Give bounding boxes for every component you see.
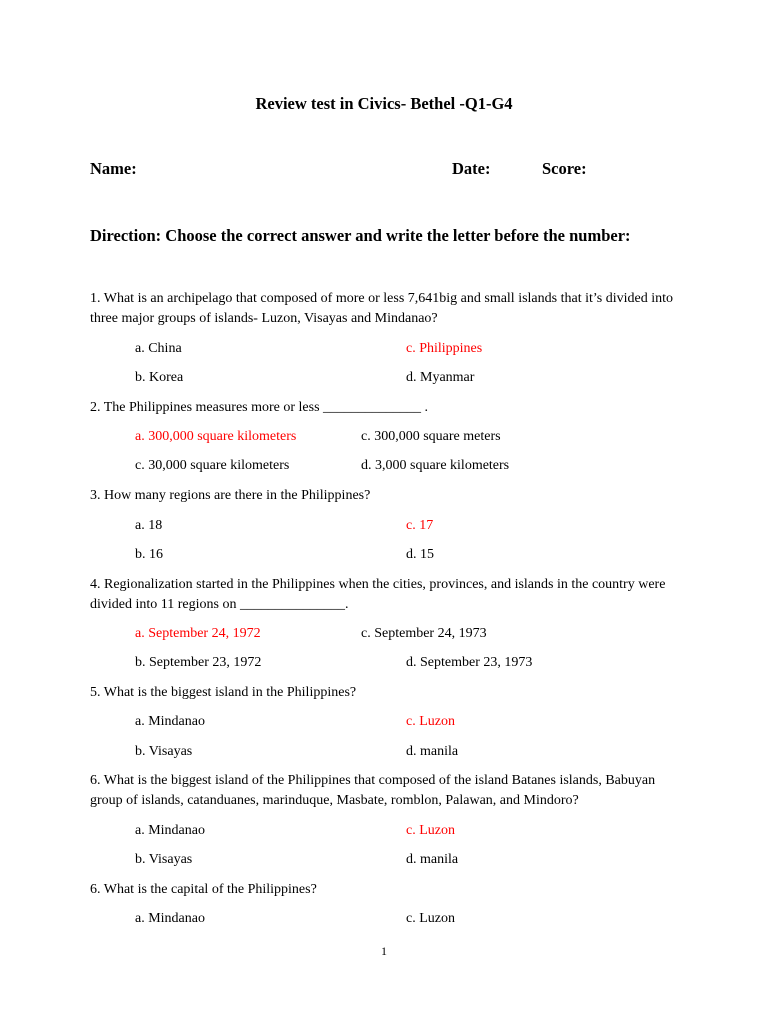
q5-option-d: d. manila [406, 744, 459, 759]
q2-option-a-answer: a. 300,000 square kilometers [135, 429, 297, 444]
q1-option-a: a. China [135, 341, 182, 356]
name-label: Name: [90, 159, 137, 178]
q4-option-a-answer: a. September 24, 1972 [135, 626, 261, 641]
q4-option-c: c. September 24, 1973 [361, 626, 487, 641]
q5-option-a: a. Mindanao [135, 714, 205, 729]
score-label: Score: [542, 159, 587, 178]
q5-option-c-answer: c. Luzon [406, 714, 455, 729]
question-5: 5. What is the biggest island in the Philippines? [90, 685, 357, 700]
q4-option-d: d. September 23, 1973 [406, 655, 533, 670]
document-title: Review test in Civics- Bethel -Q1-G4 [255, 94, 513, 113]
page-number: 1 [381, 944, 387, 958]
q6-option-b: b. Visayas [135, 852, 193, 867]
q6-option-d: d. manila [406, 852, 459, 867]
q1-option-c-answer: c. Philippines [406, 341, 483, 356]
q2-option-c2: c. 30,000 square kilometers [135, 458, 290, 473]
q1-option-d: d. Myanmar [406, 370, 475, 385]
q3-option-c-answer: c. 17 [406, 518, 434, 533]
question-3: 3. How many regions are there in the Philippines? [90, 488, 371, 503]
q2-option-c: c. 300,000 square meters [361, 429, 501, 444]
q3-option-d: d. 15 [406, 547, 434, 562]
q5-option-b: b. Visayas [135, 744, 193, 759]
q7-option-a: a. Mindanao [135, 911, 205, 926]
direction-text: Direction: Choose the correct answer and write the letter before the number: [90, 226, 631, 245]
question-7: 6. What is the capital of the Philippines? [90, 882, 317, 897]
question-2: 2. The Philippines measures more or less ______________ . [90, 400, 429, 415]
question-1: 1. What is an archipelago that composed of more or less 7,641big and small islands that it’s divided into three major groups of islands- Luzon, Visayas and Mindanao? [90, 291, 673, 326]
question-6: 6. What is the biggest island of the Philippines that composed of the island Batanes islands, Babuyan group of islands, catanduanes, marinduque, Masbate, romblon, Palawan, and Mindoro? [90, 773, 656, 808]
q4-option-b: b. September 23, 1972 [135, 655, 262, 670]
q2-option-d: d. 3,000 square kilometers [361, 458, 510, 473]
q6-option-c-answer: c. Luzon [406, 823, 455, 838]
question-4: 4. Regionalization started in the Philippines when the cities, provinces, and islands in the country were divided into 11 regions on _______________. [90, 577, 666, 612]
date-label: Date: [452, 159, 491, 178]
q3-option-a: a. 18 [135, 518, 163, 533]
q6-option-a: a. Mindanao [135, 823, 205, 838]
q7-option-c: c. Luzon [406, 911, 455, 926]
q3-option-b: b. 16 [135, 547, 163, 562]
q1-option-b: b. Korea [135, 370, 184, 385]
